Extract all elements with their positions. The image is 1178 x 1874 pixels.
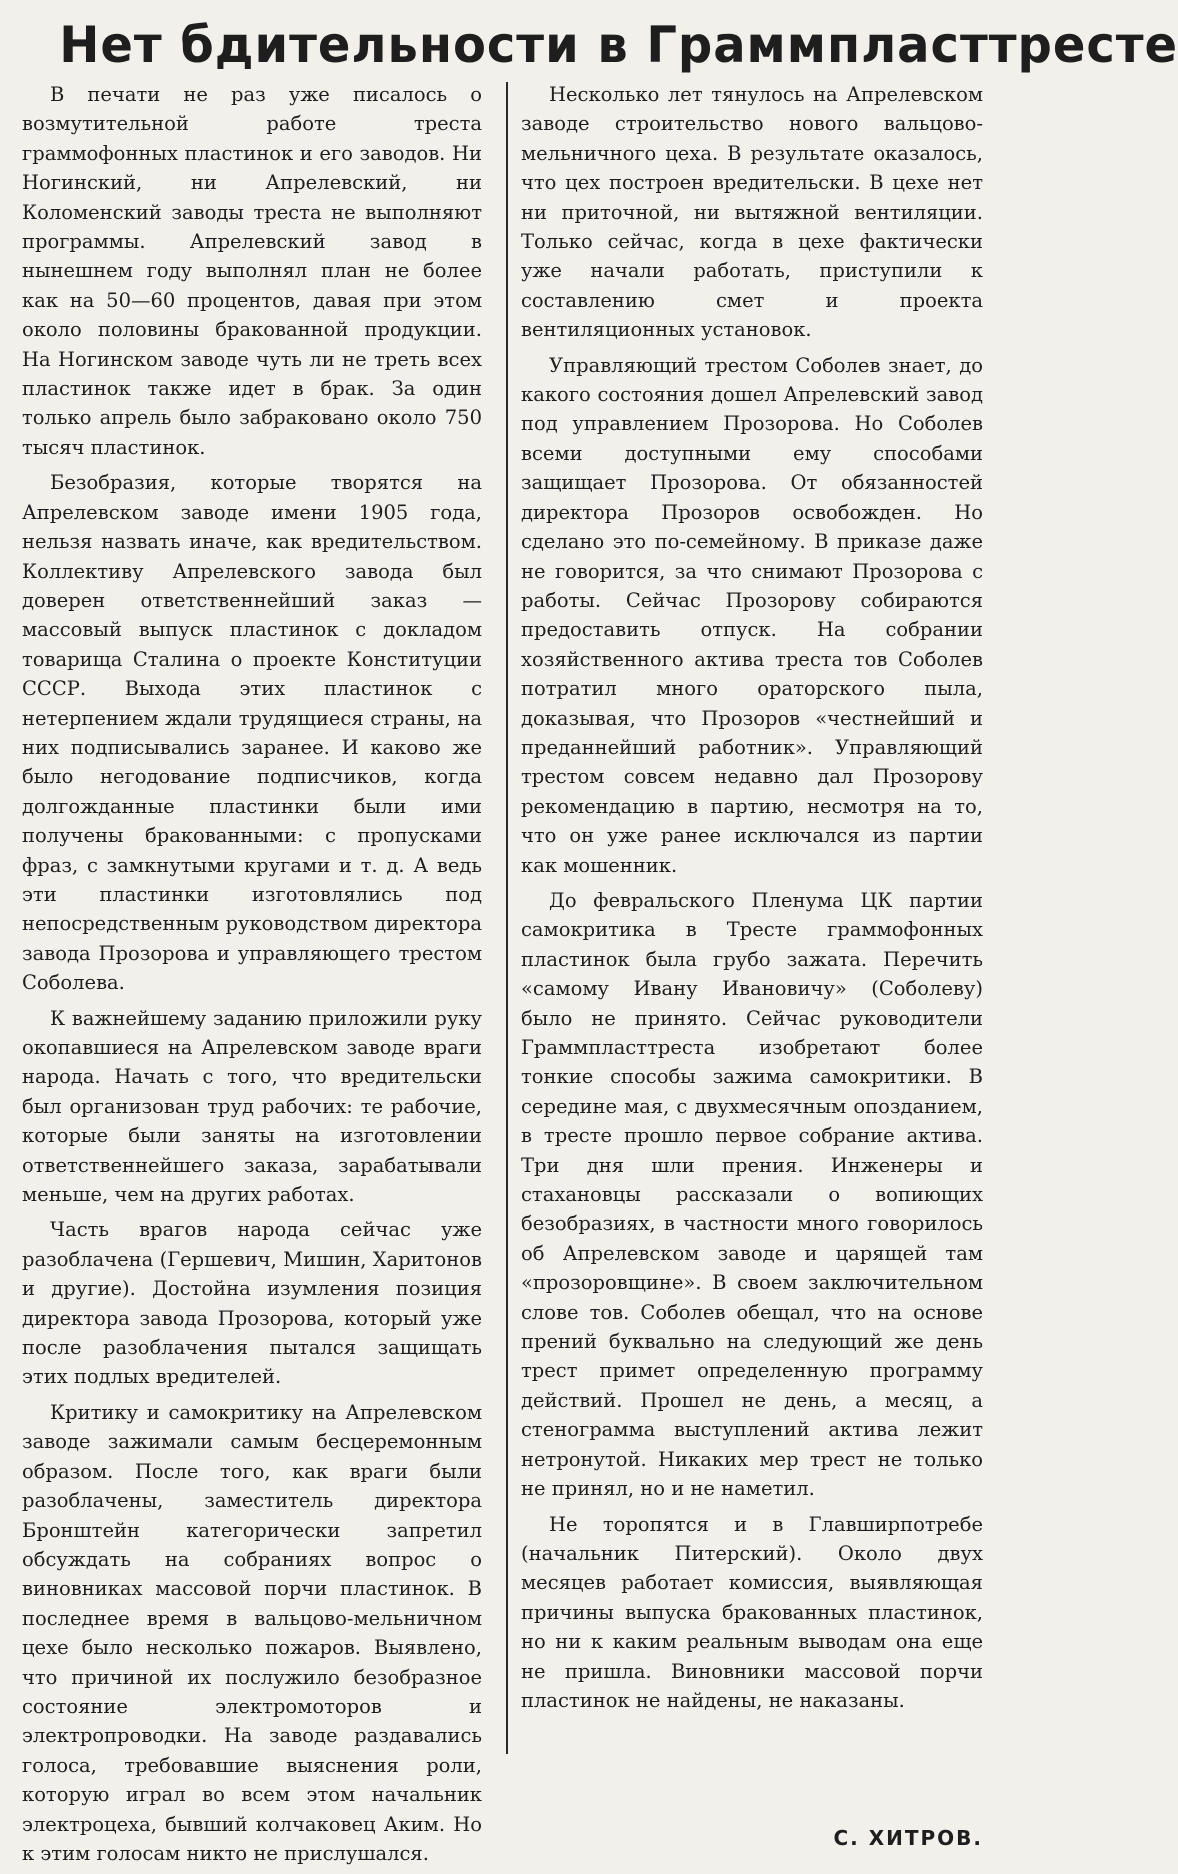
paragraph: Критику и самокритику на Апрелевском заводе зажимали самым бесцеремонным образом. После того, как враги были разоблачены, заместитель директора Бронштейн категорически запретил обсуждать на собраниях вопрос о виновниках массовой порчи пластинок. В последнее время в вальцово-мельничном цехе было несколько пожаров. Выявлено, что причиной их послужило безобразное состояние электромоторов и электропроводки. На заводе раздавались голоса, требовавшие выяснения роли, которую играл во всем этом начальник электроцеха, бывший колчаковец Аким. Но к этим голосам никто не прислушался. [22, 1400, 482, 1865]
paragraph: Часть врагов народа сейчас уже разоблачена (Гершевич, Мишин, Харитонов и другие). Достойна изумления позиция директора завода Прозорова, который уже после разоблачения пытался защищать этих подлых вредителей. [22, 1218, 482, 1389]
paragraph: До февральского Пленума ЦК партии самокритика в Тресте граммофонных пластинок была грубо зажата. Перечить «самому Ивану Ивановичу» (Соболеву) было не принято. Сейчас руководители Граммпласттреста изобретают более тонкие способы зажима самокритики. В середине мая, с двухмесячным опозданием, в тресте прошло первое собрание актива. Три дня шли прения. Инженеры и стахановцы рассказали о вопиющих безобразиях, в частности много говорилось об Апрелевском заводе и царящей там «прозоровщине». В своем заключительном слове тов. Соболев обещал, что на основе прений буквально на следующий же день трест примет определенную программу действий. Прошел не день, а месяц, а стенограмма выступлений актива лежит нетронутой. Никаких мер трест не только не принял, но и не наметил. [521, 888, 983, 1501]
paragraph: К важнейшему заданию приложили руку окопавшиеся на Апрелевском заводе враги народа. Начать с того, что вредительски был организован труд рабочих: те рабочие, которые были заняты на изготовлении ответственнейшего заказа, зарабатывали меньше, чем на других работах. [22, 1006, 482, 1207]
column-divider [506, 82, 508, 1754]
paragraph: Не торопятся и в Главширпотребе (начальник Питерский). Около двух месяцев работает комиссия, выявляющая причины выпуска бракованных пластинок, но ни к каким реальным выводам она еще не пришла. Виновники массовой порчи пластинок не найдены, не наказаны. [521, 1512, 983, 1712]
paragraph: Управляющий трестом Соболев знает, до какого состояния дошел Апрелевский завод под управлением Прозорова. Но Соболев всеми доступными ему способами защищает Прозорова. От обязанностей директора Прозоров освобожден. Но сделано это по-семейному. В приказе даже не говорится, за что снимают Прозорова с работы. Сейчас Прозорову собираются предоставить отпуск. На собрании хозяйственного актива треста тов Соболев потратил много ораторского пыла, доказывая, что Прозоров «честнейший и преданнейший работник». Управляющий трестом совсем недавно дал Прозорову рекомендацию в партию, несмотря на то, что он уже ранее исключался из партии как мошенник. [521, 353, 983, 877]
paragraph: Несколько лет тянулось на Апрелевском заводе строительство нового вальцово-мельничного цеха. В результате оказалось, что цех построен вредительски. В цехе нет ни приточной, ни вытяжной вентиляции. Только сейчас, когда в цехе фактически уже начали работать, приступили к составлению смет и проекта вентиляционных установок. [521, 83, 983, 342]
paragraph: В печати не раз уже писалось о возмутительной работе треста граммофонных пластинок и его заводов. Ни Ногинский, ни Апрелевский, ни Коломенский заводы треста не выполняют программы. Апрелевский завод в нынешнем году выполнял план не более как на 50—60 процентов, давая при этом около половины бракованной продукции. На Ногинском заводе чуть ли не треть всех пластинок также идет в брак. За один только апрель было забраковано около 750 тысяч пластинок. [22, 83, 482, 459]
right-column [521, 80, 983, 1721]
left-column [22, 80, 482, 1874]
author-signature: С. ХИТРОВ. [833, 1826, 983, 1850]
article-headline: Нет бдительности в Граммпласттресте [59, 16, 1178, 74]
paragraph: Безобразия, которые творятся на Апрелевском заводе имени 1905 года, нельзя назвать иначе, как вредительством. Коллективу Апрелевского завода был доверен ответственнейший заказ — массовый выпуск пластинок с докладом товарища Сталина о проекте Конституции СССР. Выхода этих пластинок с нетерпением ждали трудящиеся страны, на них подписывались заранее. И каково же было негодование подписчиков, когда долгожданные пластинки были ими получены бракованными: с пропусками фраз, с замкнутыми кругами и т. д. А ведь эти пластинки изготовлялись под непосредственным руководством директора завода Прозорова и управляющего трестом Соболева. [22, 471, 482, 995]
